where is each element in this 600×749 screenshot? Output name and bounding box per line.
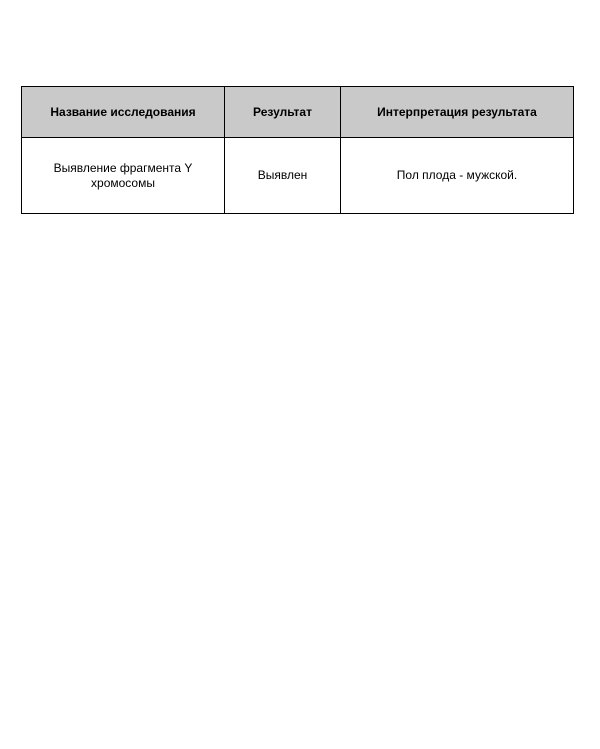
header-interpretation: Интерпретация результата xyxy=(341,87,574,138)
table-row xyxy=(22,138,574,214)
table-body xyxy=(22,138,574,214)
results-table xyxy=(21,86,574,214)
header-result: Результат xyxy=(225,87,341,138)
header-test-name: Название исследования xyxy=(22,87,225,138)
table-header xyxy=(22,87,574,138)
header-row xyxy=(22,87,574,138)
cell-result: Выявлен xyxy=(225,138,341,214)
cell-test-name: Выявление фрагмента Y хромосомы xyxy=(22,138,225,214)
cell-interpretation: Пол плода - мужской. xyxy=(341,138,574,214)
